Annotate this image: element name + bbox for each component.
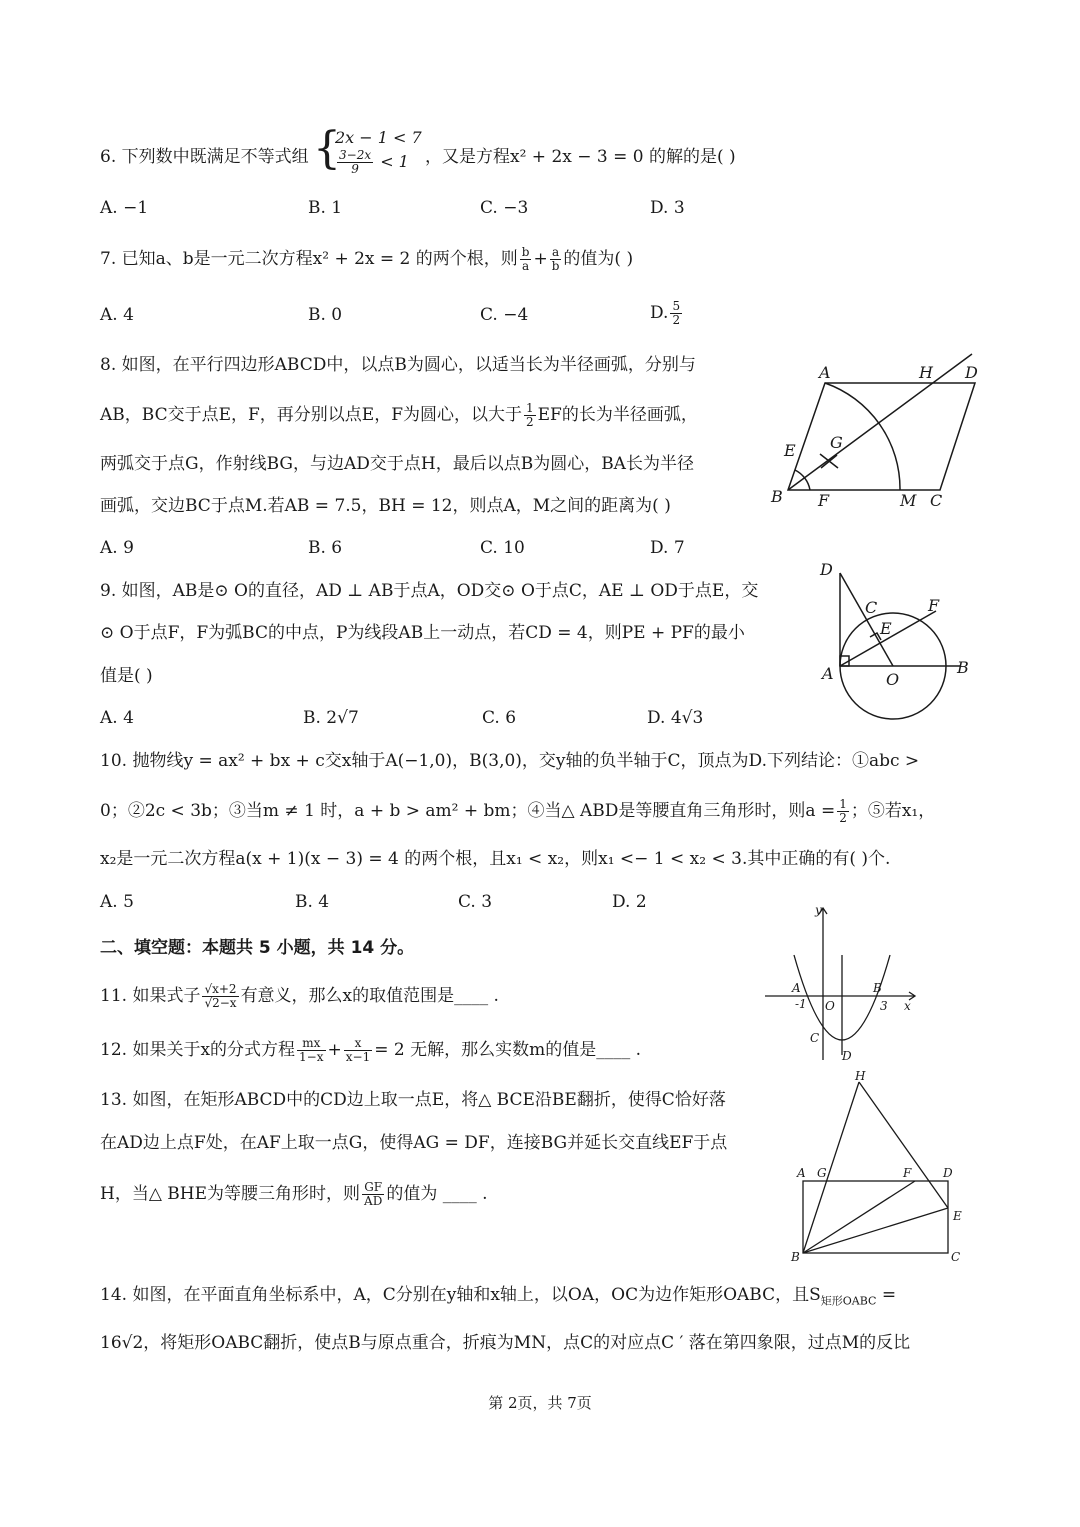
q13-line3-text: H，当△ BHE为等腰三角形时，则: [100, 1184, 361, 1204]
q13-line3: [100, 1181, 488, 1208]
q13-figure: [785, 1065, 970, 1265]
q8-line3: 两弧交于点G，作射线BG，与边AD交于点H，最后以点B为圆心，BA长为半径: [100, 454, 694, 474]
q9-line1: 9. 如图，AB是⊙ O的直径，AD ⊥ AB于点A，OD交⊙ O于点C，AE ⊥ OD于点E，交: [100, 581, 759, 601]
q8-label-e: E: [784, 441, 796, 460]
q10-label-x: x: [904, 999, 911, 1013]
q9-line2: ⊙ O于点F，F为弧BC的中点，P为线段AB上一动点，若CD = 4，则PE + PF的最小: [100, 623, 745, 643]
q14-line1: [100, 1283, 896, 1313]
q10-line2-after: ；⑤若x₁，: [850, 801, 936, 821]
q8-label-a: A: [819, 363, 831, 382]
q13-label-b: B: [791, 1250, 800, 1264]
q6-stem: [100, 145, 309, 169]
q8-label-g: G: [830, 433, 843, 452]
q8-line4: 画弧，交边BC于点M.若AB = 7.5，BH = 12，则点A，M之间的距离为( ): [100, 496, 671, 516]
q6-frac-num: 3−2x: [339, 148, 372, 162]
q9-label-a: A: [822, 664, 834, 683]
q13-segment-bf: [803, 1181, 915, 1253]
q9-figure: [810, 555, 985, 727]
q12-text-after: = 2 无解，那么实数m的值是____ .: [374, 1040, 642, 1060]
q10-label-o: O: [825, 999, 835, 1013]
q12-frac2-den: x−1: [345, 1050, 371, 1064]
q14-line1-text: 14. 如图，在平面直角坐标系中，A，C分别在y轴和x轴上，以OA，OC为边作矩形OABC，且S: [100, 1285, 821, 1305]
q6-option-b: B. 1: [308, 198, 343, 218]
q13-label-h: H: [855, 1069, 866, 1083]
q7-optd-den: 2: [672, 313, 681, 327]
q7-plus: +: [533, 249, 548, 269]
q6-text-after: ，又是方程x² + 2x − 3 = 0 的解的是( ): [425, 147, 736, 167]
q10-figure: [760, 900, 920, 1070]
q13-line2: 在AD边上点F处，在AF上取一点G，使得AG = DF，连接BG并延长交直线EF于点: [100, 1133, 728, 1153]
q13-line1: 13. 如图，在矩形ABCD中的CD边上取一点E，将△ BCE沿BE翻折，使得C恰好落: [100, 1090, 726, 1110]
q13-label-f: F: [903, 1166, 912, 1180]
q12-frac2-num: x: [344, 1037, 372, 1051]
q11-stem: [100, 983, 499, 1010]
q8-ray-bg: [788, 354, 972, 490]
q12-plus: +: [327, 1040, 342, 1060]
q8-label-m: M: [900, 491, 917, 510]
q7-option-a: A. 4: [100, 305, 134, 325]
q7-option-b: B. 0: [308, 305, 343, 325]
q8-line2-text: AB，BC交于点E，F，再分别以点E，F为圆心，以大于: [100, 405, 522, 425]
q10-option-c: C. 3: [458, 892, 493, 912]
q10-line2-text: 0；②2c < 3b；③当m ≠ 1 时，a + b > am² + bm；④当△ ABD是等腰直角三角形时，则a =: [100, 801, 836, 821]
q10-label-y: y: [815, 903, 822, 917]
q12-text-before: 12. 如果关于x的分式方程: [100, 1040, 296, 1060]
q8-figure: [765, 350, 990, 515]
q6-system-line1: 2x − 1 < 7: [335, 128, 422, 147]
q9-label-f: F: [928, 596, 940, 615]
q7-frac2-num: a: [550, 246, 562, 260]
q13-label-g: G: [817, 1166, 827, 1180]
q7-option-d-label: D.: [650, 303, 669, 323]
q8-label-f: F: [818, 491, 830, 510]
q10-option-b: B. 4: [295, 892, 330, 912]
q7-text-after: 的值为( ): [563, 249, 634, 269]
q9-label-o: O: [886, 670, 900, 689]
q13-label-e: E: [953, 1209, 962, 1223]
q8-parallelogram: [788, 383, 975, 490]
section2-heading: 二、填空题：本题共 5 小题，共 14 分。: [100, 938, 415, 958]
q10-label-neg1: -1: [795, 997, 807, 1011]
q6-stem-after: [425, 145, 736, 169]
q12-frac1-den: 1−x: [299, 1050, 324, 1064]
q13-segment-bh: [803, 1082, 859, 1253]
q11-text-after: 有意义，那么x的取值范围是____ .: [240, 986, 499, 1006]
q9-label-b: B: [957, 658, 969, 677]
q10-frac-den: 2: [839, 811, 847, 825]
q8-label-h: H: [919, 363, 933, 382]
q12-stem: [100, 1037, 641, 1064]
q6-inequality-system: { 2x − 1 < 7 $\frac{3-2x}{9}$ < 1: [313, 123, 422, 176]
q7-option-c: C. −4: [480, 305, 529, 325]
q10-option-a: A. 5: [100, 892, 134, 912]
q10-frac-num: 1: [839, 797, 847, 811]
q10-label-d: D: [842, 1049, 852, 1063]
q10-label-3: 3: [880, 999, 888, 1013]
q8-label-d: D: [965, 363, 978, 382]
q9-option-a: A. 4: [100, 708, 134, 728]
q9-label-c: C: [865, 598, 878, 617]
q6-text-before: 6. 下列数中既满足不等式组: [100, 147, 309, 167]
q13-label-d: D: [943, 1166, 953, 1180]
q9-label-e: E: [880, 619, 892, 638]
q9-option-b: B. 2√7: [303, 708, 359, 728]
q7-option-d: [650, 300, 684, 327]
q7-frac2-den: b: [551, 259, 560, 273]
q11-text-before: 11. 如果式子: [100, 986, 201, 1006]
q14-subscript: 矩形OABC: [820, 1294, 877, 1308]
page-footer: 第 2页，共 7页: [488, 1394, 592, 1412]
q8-line2: [100, 402, 698, 429]
q14-line1-after: =: [876, 1285, 897, 1305]
q11-frac-den: √2−x: [204, 996, 237, 1010]
q8-option-c: C. 10: [480, 538, 525, 558]
q13-frac-den: AD: [364, 1194, 383, 1208]
q8-option-b: B. 6: [308, 538, 343, 558]
q14-line2: 16√2，将矩形OABC翻折，使点B与原点重合，折痕为MN，点C的对应点C ′ 落在第四象限，过点M的反比: [100, 1333, 911, 1353]
q7-optd-num: 5: [672, 299, 681, 313]
q9-label-d: D: [820, 560, 833, 579]
q8-option-d: D. 7: [650, 538, 685, 558]
q13-label-a: A: [797, 1166, 806, 1180]
q8-label-c: C: [930, 491, 943, 510]
q10-label-b: B: [873, 981, 882, 995]
q11-frac-num: √x+2: [204, 982, 237, 996]
q13-frac-num: GF: [362, 1181, 384, 1195]
q8-option-a: A. 9: [100, 538, 134, 558]
q6-option-a: A. −1: [100, 198, 149, 218]
q7-frac1-num: b: [521, 245, 530, 259]
q7-stem: [100, 246, 633, 273]
q13-line3-after: 的值为 ____ .: [386, 1184, 488, 1204]
q13-label-c: C: [951, 1250, 961, 1264]
q8-label-b: B: [771, 487, 783, 506]
q7-text-before: 7. 已知a、b是一元二次方程x² + 2x = 2 的两个根，则: [100, 249, 518, 269]
q10-label-a: A: [792, 981, 801, 995]
q6-frac-den: 9: [351, 162, 359, 176]
q10-label-c: C: [810, 1031, 820, 1045]
q13-rectangle: [803, 1181, 948, 1253]
q9-option-c: C. 6: [482, 708, 517, 728]
q8-frac-num: 1: [526, 401, 534, 415]
q6-option-d: D. 3: [650, 198, 685, 218]
q8-line1: 8. 如图，在平行四边形ABCD中，以点B为圆心，以适当长为半径画弧，分别与: [100, 355, 696, 375]
q13-segment-be: [803, 1208, 948, 1253]
q10-line1: 10. 抛物线y = ax² + bx + c交x轴于A(−1,0)，B(3,0)，交y轴的负半轴于C，顶点为D.下列结论：①abc >: [100, 751, 920, 771]
q10-option-d: D. 2: [612, 892, 647, 912]
q9-option-d: D. 4√3: [647, 708, 704, 728]
q9-line3: 值是( ): [100, 666, 153, 686]
q10-line3: x₂是一元二次方程a(x + 1)(x − 3) = 4 的两个根，且x₁ < x₂，则x₁ <− 1 < x₂ < 3.其中正确的有( )个.: [100, 849, 891, 869]
q8-line2-after: EF的长为半径画弧，: [537, 405, 698, 425]
q6-option-c: C. −3: [480, 198, 529, 218]
q10-line2: [100, 798, 935, 825]
q8-frac-den: 2: [526, 415, 534, 429]
q6-system-line2: < 1: [380, 152, 409, 171]
q12-frac1-num: mx: [297, 1037, 325, 1051]
q7-frac1-den: a: [522, 259, 530, 273]
